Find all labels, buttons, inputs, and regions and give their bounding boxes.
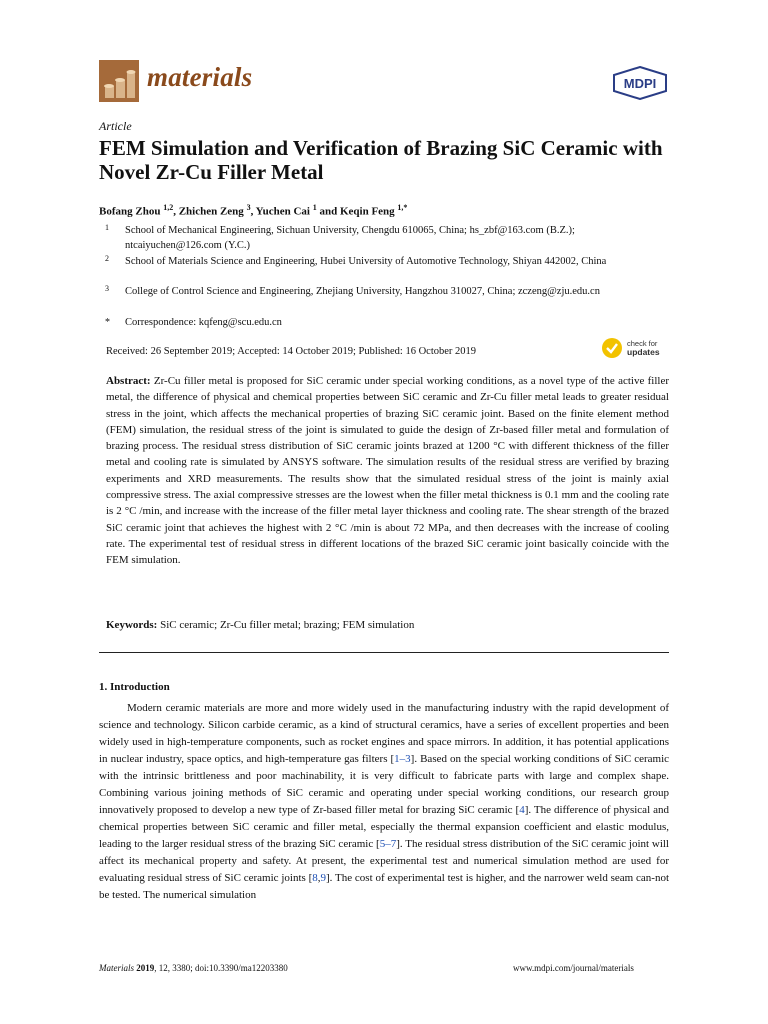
author-name: Zhichen Zeng xyxy=(178,205,247,218)
author-affiliation-marker: 3 xyxy=(246,203,251,212)
check-updates-line1: check for xyxy=(627,339,658,348)
svg-text:MDPI: MDPI xyxy=(623,76,657,91)
publication-dates: Received: 26 September 2019; Accepted: 14 October 2019; Published: 16 October 2019 xyxy=(106,346,477,357)
citation-link[interactable]: 9 xyxy=(320,872,327,884)
mdpi-logo-icon xyxy=(611,66,669,100)
journal-logo-icon xyxy=(99,60,139,102)
author-name: Keqin Feng xyxy=(339,205,398,218)
author-affiliation-marker: 1,* xyxy=(397,203,408,212)
article-type: Article xyxy=(99,119,132,133)
citation-link[interactable]: 1–3 xyxy=(394,753,411,765)
affiliation-1: 1 School of Mechanical Engineering, Sichuan University, Chengdu 610065, China; hs_zbf@163.com (B.Z.); ntcaiyuchen@126.com (Y.C.) xyxy=(105,223,575,251)
keywords-text: SiC ceramic; Zr-Cu filler metal; brazing; FEM simulation xyxy=(160,619,415,631)
affiliation-2: 2 School of Materials Science and Engineering, Hubei University of Automotive Technology, Shiyan 442002, China xyxy=(105,254,607,267)
keywords xyxy=(106,619,414,631)
citation-link[interactable]: 5–7 xyxy=(379,838,397,850)
footer-citation: Materials 2019, 12, 3380; doi:10.3390/ma12203380 xyxy=(99,963,288,973)
abstract xyxy=(106,373,669,569)
correspondence: * Correspondence: kqfeng@scu.edu.cn xyxy=(105,317,282,328)
paper-title: FEM Simulation and Verification of Brazing SiC Ceramic with Novel Zr-Cu Filler Metal xyxy=(99,136,663,184)
section-divider xyxy=(99,652,669,653)
introduction-paragraph: Modern ceramic materials are more and more widely used in the manufacturing industry with the rapid development of science and technology. Silicon carbide ceramic, as a kind of structural ceramics, have a series of excellent properties and been widely used in high-temperature components, such as rocket engines and space mirrors. In addition, it has potential applications in nuclear industry, space optics, and high-temperature gas filters [1–3]. Based on the special working conditions of SiC ceramic with the intrinsic brittleness and poor machinability, it is very difficult to fabricate parts with large and complex shape. Combining various joining methods of SiC ceramic and operating under special working conditions, our research group innovatively proposed to develop a new type of Zr-based filler metal for brazing SiC ceramic [4]. The difference of physical and chemical properties between SiC ceramic and filler metal, especially the thermal expansion coefficient and elastic modulus, leading to the larger residual stress of the brazing SiC ceramic [5–7]. The residual stress distribution of the SiC ceramic joint will affect its mechanical property and safety. At present, the experimental test and numerical simulation method are used for evaluating residual stress of SiC ceramic joints [8,9]. The cost of experimental test is higher, and the narrower weld seam can-not be tested. The numerical simulation xyxy=(99,702,670,901)
section-title: 1. Introduction xyxy=(99,681,170,693)
citation-link[interactable]: 8 xyxy=(312,872,318,884)
check-for-updates-button[interactable] xyxy=(601,337,673,361)
abstract-label: Abstract: xyxy=(106,375,151,387)
check-updates-icon xyxy=(601,337,623,359)
check-updates-line2: updates xyxy=(627,347,660,357)
citation-link[interactable]: 4 xyxy=(519,804,525,816)
abstract-text: Zr-Cu filler metal is proposed for SiC ceramic under special working conditions, as a novel type of the active filler metal, the difference of physical and chemical properties between SiC ceramic and Zr-Cu filler metal leads to greater residual stress in the joint, which affects the mechanical properties of brazing SiC ceramic joint. Based on the finite element method (FEM) simulation, the residual stress of the joint is simulated to guide the design of Zr-based filler metal and formulation of brazing process. The residual stress distribution of SiC ceramic joints brazed at 1200 °C with different thickness of the filler metal and cooling rate is simulated by ANSYS software. The simulation results of the residual stress are verified by brazing experiments and XRD measurements. The results show that the simulated residual stress of the joint is mainly axial compressive stress. The axial compressive stresses are the lowest when the filler metal thickness is 0.1 mm and the cooling rate is 2 °C /min, and increase with the increase of the filler metal layer thickness and cooling rate. The shear strength of the brazed SiC ceramic joint that achieves the highest with 2 °C /min is about 72 MPa, and then decreases with the increase of cooling rate. The experimental test of residual stress in different locations of the brazed SiC ceramic joint basically coincide with the FEM simulation. xyxy=(106,375,669,567)
author-name: Yuchen Cai xyxy=(255,205,313,218)
author-name: Bofang Zhou xyxy=(99,205,164,218)
keywords-label: Keywords: xyxy=(106,619,158,631)
affiliation-3: 3 College of Control Science and Engineering, Zhejiang University, Hangzhou 310027, China; zczeng@zju.edu.cn xyxy=(105,284,600,297)
journal-name: materials xyxy=(147,62,253,92)
author-affiliation-marker: 1 xyxy=(312,203,317,212)
author-list: Bofang Zhou $^{1,2}$, Zhichen Zeng $^3$, Yuchen Cai $^1$ and Keqin Feng $^{1,*}$ xyxy=(99,203,408,218)
footer-journal-url[interactable]: www.mdpi.com/journal/materials xyxy=(513,963,634,973)
author-affiliation-marker: 1,2 xyxy=(163,203,174,212)
